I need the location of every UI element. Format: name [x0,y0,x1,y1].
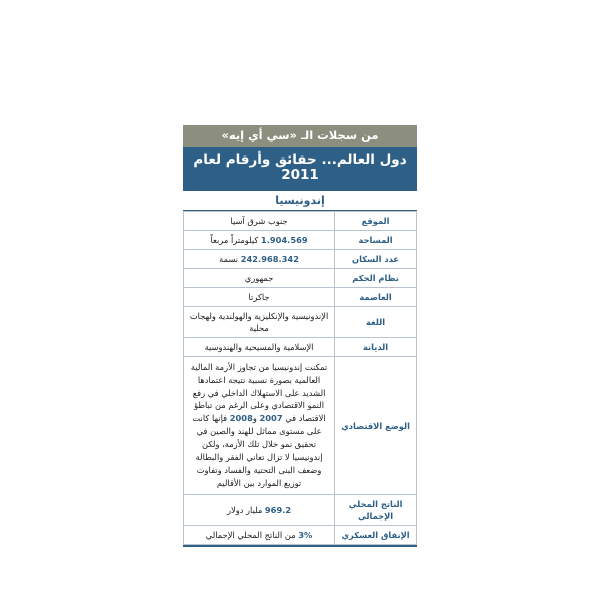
row-value: جنوب شرق آسيا [184,211,335,230]
row-label: نظام الحكم [335,268,417,287]
table-row [184,211,417,230]
row-label: المساحة [335,230,417,249]
table-row-economy [184,356,417,495]
row-value: جاكرتا [184,287,335,306]
table-row [184,337,417,356]
row-value: جمهوري [184,268,335,287]
card-bottom-rule [183,545,417,547]
row-value: 1.904.569 كيلومتراً مربعاً [184,230,335,249]
card-kicker: من سجلات الـ «سي أي إيه» [183,125,417,147]
country-name: إندونيسيا [183,191,417,211]
row-value: 242.968.342 نسمة [184,249,335,268]
row-label: العاصمة [335,287,417,306]
facts-table [183,211,417,546]
table-row [184,526,417,545]
table-row [184,268,417,287]
row-value: الإسلامية والمسيحية والهندوسية [184,337,335,356]
row-value: تمكنت إندونيسيا من تجاوز الأزمة المالية العالمية بصورة نسبية نتيجة اعتمادها الشديد على الاستهلاك الداخلي في رفع النمو الاقتصادي وعلى الرغم من تباطؤ الاقتصاد في 2007 و2008 فإنها كانت على مستوى مماثل للهند والصين في تحقيق نمو خلال تلك الأزمة، ولكن إندونيسيا لا تزال تعاني الفقر والبطالة وضعف البنى التحتية والفساد وتفاوت توزيع الموارد بين الأقاليم [184,356,335,495]
row-value: 3% من الناتج المحلي الإجمالي [184,526,335,545]
row-label: الوضع الاقتصادي [335,356,417,495]
row-label: الديانة [335,337,417,356]
row-value: 969.2 مليار دولار [184,495,335,526]
table-row [184,249,417,268]
table-row [184,306,417,337]
row-label: الناتج المحلي الإجمالي [335,495,417,526]
row-label: عدد السكان [335,249,417,268]
row-value: الإندونيسية والإنكليزية والهولندية ولهجات محلية [184,306,335,337]
table-row [184,495,417,526]
table-row [184,287,417,306]
table-row [184,230,417,249]
row-label: الموقع [335,211,417,230]
country-fact-card [183,125,417,547]
card-title: دول العالم... حقائق وأرقام لعام 2011 [183,147,417,191]
row-label: اللغة [335,306,417,337]
row-label: الإنفاق العسكري [335,526,417,545]
